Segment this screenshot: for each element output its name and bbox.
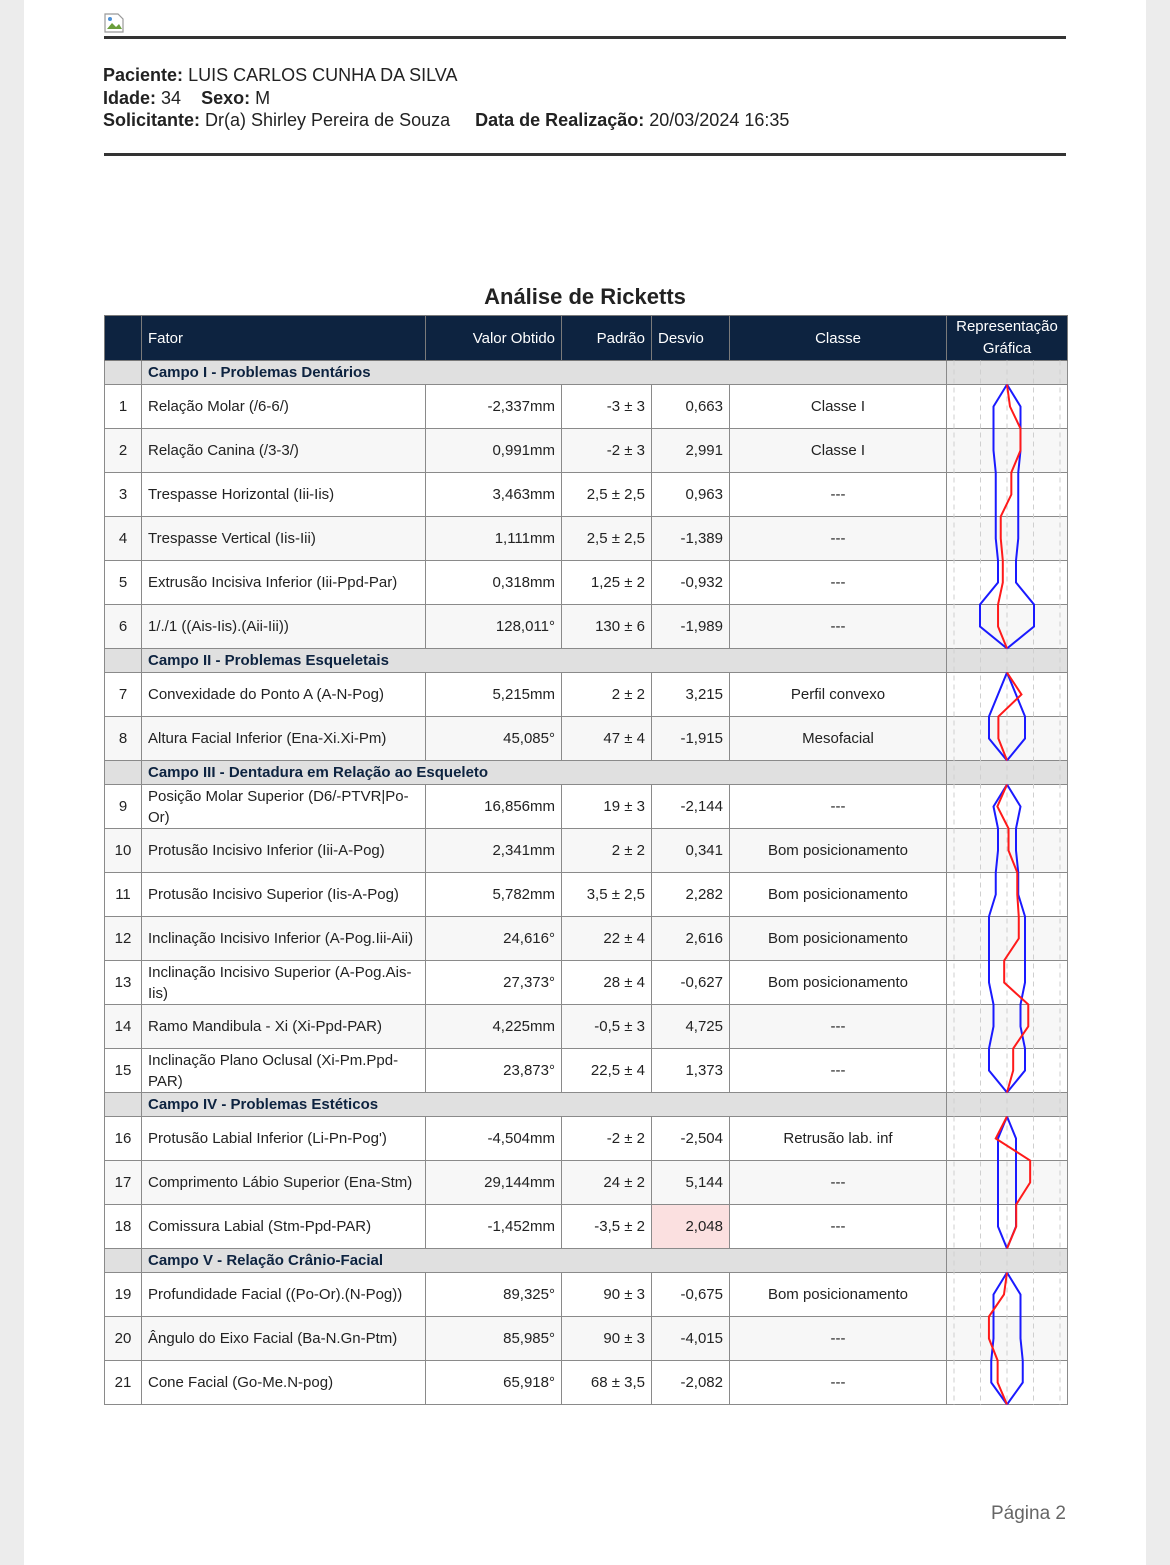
valor-cell: 29,144mm [426, 1161, 562, 1205]
classe-cell: --- [730, 1205, 947, 1249]
row-number: 3 [105, 473, 142, 517]
fator-cell: Inclinação Incisivo Superior (A-Pog.Ais-Iis) [142, 961, 426, 1005]
graph-cell [947, 385, 1068, 429]
graph-cell [947, 917, 1068, 961]
classe-cell: Bom posicionamento [730, 829, 947, 873]
padrao-cell: 24 ± 2 [562, 1161, 652, 1205]
requester: Dr(a) Shirley Pereira de Souza [205, 110, 451, 130]
valor-cell: 24,616° [426, 917, 562, 961]
valor-cell: 1,111mm [426, 517, 562, 561]
cell [105, 1093, 142, 1117]
row-number: 6 [105, 605, 142, 649]
graph-cell [947, 1117, 1068, 1161]
padrao-cell: 2,5 ± 2,5 [562, 517, 652, 561]
fator-cell: Inclinação Plano Oclusal (Xi-Pm.Ppd-PAR) [142, 1049, 426, 1093]
fator-cell: Ramo Mandibula - Xi (Xi-Ppd-PAR) [142, 1005, 426, 1049]
row-number: 16 [105, 1117, 142, 1161]
classe-cell: Bom posicionamento [730, 873, 947, 917]
row-number: 4 [105, 517, 142, 561]
desvio-cell: -1,989 [652, 605, 730, 649]
desvio-cell: 5,144 [652, 1161, 730, 1205]
table-row [105, 1161, 1068, 1205]
cell [947, 1093, 1068, 1117]
valor-cell: 2,341mm [426, 829, 562, 873]
graph-cell [947, 429, 1068, 473]
page-number: Página 2 [990, 1503, 1066, 1524]
fator-cell: Trespasse Horizontal (Iii-Iis) [142, 473, 426, 517]
padrao-cell: 68 ± 3,5 [562, 1361, 652, 1405]
classe-cell: Bom posicionamento [730, 1273, 947, 1317]
valor-cell: 128,011° [426, 605, 562, 649]
padrao-cell: 3,5 ± 2,5 [562, 873, 652, 917]
classe-cell: --- [730, 605, 947, 649]
fator-cell: Trespasse Vertical (Iis-Iii) [142, 517, 426, 561]
fator-cell: Protusão Incisivo Superior (Iis-A-Pog) [142, 873, 426, 917]
classe-cell: --- [730, 1361, 947, 1405]
col-grafica: Representação Gráfica [947, 316, 1068, 361]
valor-cell: 0,318mm [426, 561, 562, 605]
row-number: 18 [105, 1205, 142, 1249]
table-row [105, 917, 1068, 961]
desvio-cell: 1,373 [652, 1049, 730, 1093]
patient-info [103, 64, 789, 132]
cell [947, 1249, 1068, 1273]
valor-cell: 16,856mm [426, 785, 562, 829]
fator-cell: Protusão Incisivo Inferior (Iii-A-Pog) [142, 829, 426, 873]
cell [947, 761, 1068, 785]
graph-cell [947, 517, 1068, 561]
row-number: 17 [105, 1161, 142, 1205]
classe-cell: Classe I [730, 385, 947, 429]
fator-cell: Protusão Labial Inferior (Li-Pn-Pog') [142, 1117, 426, 1161]
desvio-cell: 2,991 [652, 429, 730, 473]
desvio-cell: 0,963 [652, 473, 730, 517]
row-number: 9 [105, 785, 142, 829]
table-row [105, 1005, 1068, 1049]
section-title: Campo I - Problemas Dentários [142, 361, 947, 385]
padrao-cell: 19 ± 3 [562, 785, 652, 829]
row-number: 20 [105, 1317, 142, 1361]
graph-cell [947, 961, 1068, 1005]
table-row [105, 1117, 1068, 1161]
valor-cell: 27,373° [426, 961, 562, 1005]
classe-cell: Bom posicionamento [730, 961, 947, 1005]
label: Idade: [103, 87, 157, 108]
classe-cell: --- [730, 1049, 947, 1093]
graph-cell [947, 829, 1068, 873]
section-title: Campo III - Dentadura em Relação ao Esqueleto [142, 761, 947, 785]
row-number: 21 [105, 1361, 142, 1405]
section-row [105, 1093, 1068, 1117]
info-rule [104, 153, 1066, 156]
valor-cell: -1,452mm [426, 1205, 562, 1249]
table-row [105, 605, 1068, 649]
section-title: Campo IV - Problemas Estéticos [142, 1093, 947, 1117]
patient-name: LUIS CARLOS CUNHA DA SILVA [188, 65, 458, 85]
desvio-cell: -2,082 [652, 1361, 730, 1405]
graph-cell [947, 1273, 1068, 1317]
patient-age: 34 [161, 87, 182, 108]
table-row [105, 673, 1068, 717]
table-row [105, 717, 1068, 761]
valor-cell: 3,463mm [426, 473, 562, 517]
classe-cell: --- [730, 1317, 947, 1361]
col-valor: Valor Obtido [426, 316, 562, 361]
desvio-cell: -0,675 [652, 1273, 730, 1317]
row-number: 1 [105, 385, 142, 429]
label: Paciente: [103, 65, 184, 85]
broken-image-icon [103, 12, 125, 34]
valor-cell: 5,215mm [426, 673, 562, 717]
row-number: 10 [105, 829, 142, 873]
table-row [105, 961, 1068, 1005]
cell [105, 361, 142, 385]
classe-cell: --- [730, 517, 947, 561]
fator-cell: Ângulo do Eixo Facial (Ba-N.Gn-Ptm) [142, 1317, 426, 1361]
desvio-cell: 0,663 [652, 385, 730, 429]
padrao-cell: -3 ± 3 [562, 385, 652, 429]
padrao-cell: 90 ± 3 [562, 1273, 652, 1317]
padrao-cell: -3,5 ± 2 [562, 1205, 652, 1249]
desvio-cell: 4,725 [652, 1005, 730, 1049]
fator-cell: Altura Facial Inferior (Ena-Xi.Xi-Pm) [142, 717, 426, 761]
valor-cell: 89,325° [426, 1273, 562, 1317]
padrao-cell: 2 ± 2 [562, 673, 652, 717]
fator-cell: Relação Molar (/6-6/) [142, 385, 426, 429]
cell [105, 761, 142, 785]
row-number: 11 [105, 873, 142, 917]
cell [947, 649, 1068, 673]
section-row [105, 1249, 1068, 1273]
graph-cell [947, 1361, 1068, 1405]
cell [105, 649, 142, 673]
valor-cell: 85,985° [426, 1317, 562, 1361]
table-row [105, 385, 1068, 429]
table-row [105, 785, 1068, 829]
desvio-cell: -4,015 [652, 1317, 730, 1361]
table-row [105, 473, 1068, 517]
desvio-cell: 2,282 [652, 873, 730, 917]
section-title: Campo V - Relação Crânio-Facial [142, 1249, 947, 1273]
classe-cell: --- [730, 1161, 947, 1205]
classe-cell: --- [730, 473, 947, 517]
cell [105, 1249, 142, 1273]
padrao-cell: -2 ± 3 [562, 429, 652, 473]
table-row [105, 1317, 1068, 1361]
valor-cell: -2,337mm [426, 385, 562, 429]
graph-cell [947, 473, 1068, 517]
desvio-cell: -1,915 [652, 717, 730, 761]
fator-cell: Relação Canina (/3-3/) [142, 429, 426, 473]
graph-cell [947, 873, 1068, 917]
fator-cell: Posição Molar Superior (D6/-PTVR|Po-Or) [142, 785, 426, 829]
label: Solicitante: [103, 110, 201, 130]
desvio-cell: 0,341 [652, 829, 730, 873]
table-row [105, 1361, 1068, 1405]
classe-cell: Classe I [730, 429, 947, 473]
graph-cell [947, 785, 1068, 829]
table-row [105, 561, 1068, 605]
padrao-cell: 22,5 ± 4 [562, 1049, 652, 1093]
cell [947, 361, 1068, 385]
report-title: Análise de Ricketts [484, 284, 686, 309]
section-row [105, 649, 1068, 673]
col-classe: Classe [730, 316, 947, 361]
valor-cell: 65,918° [426, 1361, 562, 1405]
label: Data de Realização: [475, 110, 645, 130]
valor-cell: 5,782mm [426, 873, 562, 917]
padrao-cell: 90 ± 3 [562, 1317, 652, 1361]
valor-cell: 0,991mm [426, 429, 562, 473]
row-number: 2 [105, 429, 142, 473]
desvio-cell: 3,215 [652, 673, 730, 717]
graph-cell [947, 1005, 1068, 1049]
row-number: 14 [105, 1005, 142, 1049]
desvio-cell: -0,932 [652, 561, 730, 605]
section-row [105, 761, 1068, 785]
padrao-cell: 2,5 ± 2,5 [562, 473, 652, 517]
table-row [105, 829, 1068, 873]
ricketts-table [104, 315, 1068, 1405]
fator-cell: Inclinação Incisivo Inferior (A-Pog.Iii-Aii) [142, 917, 426, 961]
valor-cell: 45,085° [426, 717, 562, 761]
valor-cell: 4,225mm [426, 1005, 562, 1049]
fator-cell: Comprimento Lábio Superior (Ena-Stm) [142, 1161, 426, 1205]
desvio-cell: -1,389 [652, 517, 730, 561]
graph-cell [947, 1049, 1068, 1093]
table-row [105, 1205, 1068, 1249]
desvio-cell: 2,616 [652, 917, 730, 961]
exam-date: 20/03/2024 16:35 [649, 110, 790, 130]
row-number: 19 [105, 1273, 142, 1317]
classe-cell: Perfil convexo [730, 673, 947, 717]
col-fator: Fator [142, 316, 426, 361]
classe-cell: --- [730, 1005, 947, 1049]
classe-cell: --- [730, 785, 947, 829]
valor-cell: -4,504mm [426, 1117, 562, 1161]
graph-cell [947, 561, 1068, 605]
fator-cell: Comissura Labial (Stm-Ppd-PAR) [142, 1205, 426, 1249]
row-number: 13 [105, 961, 142, 1005]
row-number: 15 [105, 1049, 142, 1093]
desvio-cell: -2,504 [652, 1117, 730, 1161]
row-number: 8 [105, 717, 142, 761]
graph-cell [947, 717, 1068, 761]
fator-cell: Cone Facial (Go-Me.N-pog) [142, 1361, 426, 1405]
graph-cell [947, 1161, 1068, 1205]
patient-sex: M [255, 87, 271, 108]
col-desvio: Desvio [652, 316, 730, 361]
table-row [105, 873, 1068, 917]
fator-cell: Convexidade do Ponto A (A-N-Pog) [142, 673, 426, 717]
classe-cell: Bom posicionamento [730, 917, 947, 961]
valor-cell: 23,873° [426, 1049, 562, 1093]
padrao-cell: 130 ± 6 [562, 605, 652, 649]
padrao-cell: 22 ± 4 [562, 917, 652, 961]
padrao-cell: 47 ± 4 [562, 717, 652, 761]
desvio-cell: -0,627 [652, 961, 730, 1005]
section-row [105, 361, 1068, 385]
col-padrao: Padrão [562, 316, 652, 361]
graph-cell [947, 1317, 1068, 1361]
table-header [105, 316, 1068, 361]
fator-cell: Extrusão Incisiva Inferior (Iii-Ppd-Par) [142, 561, 426, 605]
padrao-cell: -2 ± 2 [562, 1117, 652, 1161]
padrao-cell: 2 ± 2 [562, 829, 652, 873]
table-row [105, 1049, 1068, 1093]
header-rule [104, 36, 1066, 39]
graph-cell [947, 1205, 1068, 1249]
padrao-cell: 28 ± 4 [562, 961, 652, 1005]
padrao-cell: 1,25 ± 2 [562, 561, 652, 605]
classe-cell: Retrusão lab. inf [730, 1117, 947, 1161]
desvio-cell: 2,048 [652, 1205, 730, 1249]
fator-cell: 1/./1 ((Ais-Iis).(Aii-Iii)) [142, 605, 426, 649]
table-row [105, 429, 1068, 473]
row-number: 7 [105, 673, 142, 717]
classe-cell: --- [730, 561, 947, 605]
section-title: Campo II - Problemas Esqueletais [142, 649, 947, 673]
desvio-cell: -2,144 [652, 785, 730, 829]
row-number: 12 [105, 917, 142, 961]
table-row [105, 517, 1068, 561]
row-number: 5 [105, 561, 142, 605]
classe-cell: Mesofacial [730, 717, 947, 761]
fator-cell: Profundidade Facial ((Po-Or).(N-Pog)) [142, 1273, 426, 1317]
graph-cell [947, 673, 1068, 717]
label: Sexo: [201, 87, 251, 108]
graph-cell [947, 605, 1068, 649]
table-row [105, 1273, 1068, 1317]
padrao-cell: -0,5 ± 3 [562, 1005, 652, 1049]
